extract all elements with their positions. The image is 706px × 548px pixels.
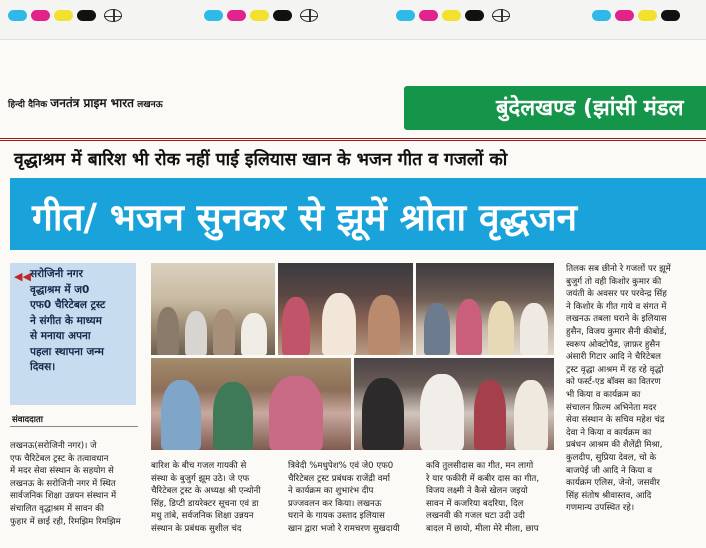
cyan-dot: [592, 10, 611, 21]
article-line: चैरिटेबल ट्रस्ट प्रबंधक राजेंद्री वर्मा: [288, 473, 390, 484]
article-line: बाजपेई जी आदि ने किया व: [566, 465, 653, 476]
article-line: बुजुर्ग तो वही किशोर कुमार की: [566, 276, 662, 287]
article-line: विजय लक्ष्मी ने कैसे खेलन जइयो: [426, 486, 528, 497]
article-line: एफ चैरिटेबल ट्रस्ट के तत्वावधान: [10, 453, 109, 464]
black-dot: [661, 10, 680, 21]
article-line: ने किशोर के गीत गाये व संगत में: [566, 301, 667, 312]
article-line: संचालित वृद्धाश्रम में सावन की: [10, 503, 105, 514]
cyan-dot: [396, 10, 415, 21]
article-line: हुसैन, विजय कुमार सैनी कीबोर्ड,: [566, 326, 667, 337]
byline-rule: [10, 426, 138, 427]
article-line: स्वरूप ओक्टोपैड, ज़ाफ़र हुसैन: [566, 339, 661, 350]
article-line: रे यार फकीरी में कबीर दास का गीत,: [426, 473, 540, 484]
print-registration-strip: [0, 0, 706, 40]
event-photo-4: [151, 358, 351, 450]
magenta-dot: [615, 10, 634, 21]
banner-headline: गीत/ भजन सुनकर से झूमें श्रोता वृद्धजन: [10, 178, 706, 250]
article-line: मधु तांबे, सर्वजनिक शिक्षा उन्नयन: [151, 511, 254, 522]
article-line: संस्था के बुजुर्ग झूम उठे। जे एफ: [151, 473, 250, 484]
article-line: में मदर सेवा संस्थान के सहयोग से: [10, 466, 114, 477]
black-dot: [465, 10, 484, 21]
yellow-dot: [442, 10, 461, 21]
byline: संवाददाता: [12, 415, 43, 425]
newspaper-name: [8, 94, 163, 111]
article-line: फुहार में छाई रही, रिमझिम रिमझिम: [10, 516, 121, 527]
article-line: देवा ने किया व कार्यक्रम का: [566, 427, 652, 438]
event-photo-2: [278, 263, 413, 355]
article-column-1: [10, 440, 138, 528]
cyan-dot: [8, 10, 27, 21]
article-line: सार्वजनिक शिक्षा उन्नयन संस्थान में: [10, 491, 117, 502]
paper-title: जनतंत्र प्राइम भारत: [50, 96, 134, 110]
article-line: लखनऊ(सरोजिनी नगर)। जे: [10, 441, 97, 451]
lead-text: [30, 267, 130, 376]
masthead: [0, 86, 706, 134]
magenta-dot: [31, 10, 50, 21]
article-line: तिलक सब छीनो रे गजलों पर झूमें: [566, 264, 671, 274]
magenta-dot: [419, 10, 438, 21]
yellow-dot: [54, 10, 73, 21]
article-column-5: [566, 263, 700, 515]
registration-mark: [204, 9, 318, 22]
kicker-headline: वृद्धाश्रम में बारिश भी रोक नहीं पाई इलियास खान के भजन गीत व गजलों को: [14, 150, 508, 170]
lead-line: पहला स्थापना जन्म: [30, 345, 104, 358]
paper-city: लखनऊ: [137, 100, 163, 110]
article-line: घराने के गायक उस्ताद इलियास: [288, 511, 385, 522]
event-photo-1: [151, 263, 275, 355]
crosshair-icon: [492, 9, 510, 22]
black-dot: [77, 10, 96, 21]
yellow-dot: [638, 10, 657, 21]
cyan-dot: [204, 10, 223, 21]
article-line: कार्यक्रम एलिस, जेनो, जसवीर: [566, 478, 660, 489]
article-line: चैरिटेबल ट्रस्ट के अध्यक्ष श्री एन्थोनी: [151, 486, 261, 497]
magenta-dot: [227, 10, 246, 21]
event-photo-3: [416, 263, 554, 355]
article-column-4: [426, 460, 554, 536]
lead-line: सरोजिनी नगर: [30, 268, 83, 280]
masthead-rule: [0, 138, 706, 141]
double-arrow-icon: ◀◀: [14, 270, 31, 283]
article-line: लखनऊ के सरोजिनी नगर में स्थित: [10, 478, 116, 489]
article-line: ने कार्यक्रम का शुभारंभ दीप: [288, 486, 374, 497]
article-line: सावन में कजरिया बदरिया, दिल: [426, 498, 524, 509]
article-line: संस्थान के प्रबंधक सुशील चंद: [151, 523, 242, 534]
article-line: प्रबंधन आश्रम की शैलेंद्री मिश्रा,: [566, 440, 663, 451]
article-line: कवि तुलसीदास का गीत, मन लागो: [426, 461, 534, 471]
lead-line: दिवस।: [30, 361, 56, 373]
article-column-3: [288, 460, 414, 536]
article-line: को फर्स्ट-एड बॉक्स का वितरण: [566, 377, 661, 388]
article-line: बारिश के बीच गजल गायकी से: [151, 461, 247, 471]
region-banner: बुंदेलखण्ड (झांसी मंडल: [404, 86, 706, 130]
article-line: प्रज्जवलन कर किया। लखनऊ: [288, 498, 382, 509]
article-line: संचालन फ़िल्म अभिनेता मदर: [566, 402, 657, 413]
article-line: ट्रस्ट वृद्धा आश्रम में रह रहे वृद्धो: [566, 364, 664, 375]
paper-tagline: हिन्दी दैनिक: [8, 100, 48, 110]
black-dot: [273, 10, 292, 21]
article-line: लखनवी की गजल घटा उदी उदी: [426, 511, 525, 522]
lead-summary-box: [10, 263, 136, 405]
article-column-2: [151, 460, 275, 536]
article-line: कुलदीप, सुप्रिया देवल, चो के: [566, 452, 657, 463]
article-line: भी किया व कार्यक्रम का: [566, 389, 641, 400]
yellow-dot: [250, 10, 269, 21]
article-line: बादल में छायो, मीला मेरे मीला, छाप: [426, 523, 539, 534]
lead-line: वृद्धाश्रम में ज0: [30, 283, 90, 296]
registration-mark: [8, 9, 122, 22]
article-line: जयंती के अवसर पर परवेन्द्र सिंह: [566, 289, 667, 300]
article-line: लखनऊ तबला घराने के इलियास: [566, 314, 667, 325]
article-line: सिंह संतोष श्रीवास्तव, आदि: [566, 490, 652, 501]
crosshair-icon: [300, 9, 318, 22]
article-line: सिंह, डिप्टी डायरेक्टर सूचना एवं डा: [151, 498, 259, 509]
event-photo-5: [354, 358, 554, 450]
crosshair-icon: [104, 9, 122, 22]
article-line: खान द्वारा भजो रे रामचरण सुखदायी: [288, 523, 400, 534]
lead-line: एफ0 चैरिटेबल ट्रस्ट: [30, 299, 106, 311]
registration-mark: [592, 9, 680, 22]
lead-line: ने संगीत के माध्यम: [30, 314, 102, 327]
article-line: अंसारी गिटार आदि ने चैरिटेबल: [566, 352, 662, 363]
article-line: त्रिवेदी %मधुपेश% एवं जे0 एफ0: [288, 461, 394, 471]
lead-line: से मनाया अपना: [30, 330, 91, 342]
registration-mark: [396, 9, 510, 22]
article-line: सेवा संस्थान के सचिव महेश चंद्र: [566, 415, 665, 426]
article-line: गणमान्य उपस्थित रहे।: [566, 503, 635, 514]
